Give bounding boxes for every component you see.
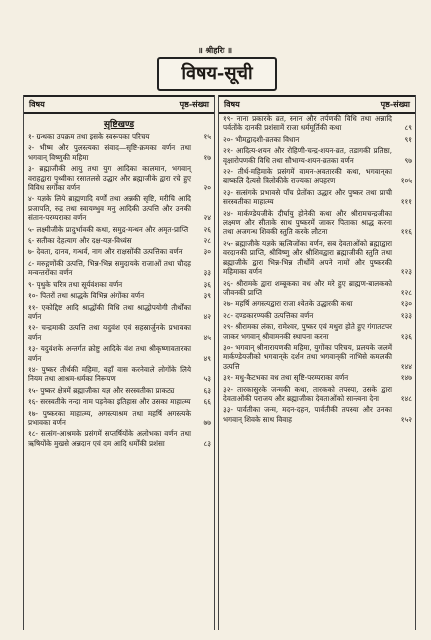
toc-entry-title: २५- ब्रह्माजीके यज्ञके ऋत्विजोंका वर्णन, सब देवताओंको ब्रह्माद्वारा वरदानकी प्राप्ति, श्रीविष्णु और श्रीशिवद्वारा ब्रह्माजीकी स्तुति तथा ब्रह्माजीके द्वारा भिन्न-भिन्न तीर्थोंमें अपने नामों और पुष्करकी महिमाका वर्णन xyxy=(223,238,392,277)
toc-entry xyxy=(24,386,214,395)
toc-entry-page: १११ xyxy=(400,197,412,207)
toc-entry xyxy=(24,344,214,363)
toc-entry-title: २७- महर्षि अगस्त्यद्वारा राजा श्वेतके उद्धारकी कथा xyxy=(223,299,353,309)
toc-entry-title: १०- पितरों तथा श्राद्धके विभिन्न अंगोंका वर्णन xyxy=(28,291,145,301)
toc-entry xyxy=(24,323,214,342)
toc-entry-title: ८- मरुद्गणोंकी उत्पत्ति, भिन्न-भिन्न समुदायके राजाओं तथा चौदह मन्वन्तरोंका वर्णन xyxy=(28,258,191,278)
toc-entry xyxy=(219,135,415,144)
toc-entry-page: ७७ xyxy=(203,417,211,427)
toc-entry xyxy=(24,429,214,448)
toc-entry-title: ९- पृथुके चरित्र तथा सूर्यवंशका वर्णन xyxy=(28,279,123,289)
toc-entry-page: १०५ xyxy=(400,176,412,186)
toc-entry xyxy=(219,114,415,133)
toc-entry-title: ११- एकोद्दिष्ट आदि श्राद्धोंकी विधि तथा श्राद्धोपयोगी तीर्थोंका वर्णन xyxy=(28,302,191,321)
toc-entry-page: १५२ xyxy=(400,414,412,424)
toc-entry xyxy=(219,188,415,207)
toc-entry xyxy=(24,132,214,141)
toc-entry-page: १४७ xyxy=(400,373,412,383)
toc-entry-page: ३६ xyxy=(203,279,211,289)
toc-entry-title: २९- श्रीरामका लंका, रामेश्वर, पुष्कर एवं मथुरा होते हुए गंगातटपर जाकर भगवान् श्रीवामनकी स्थापना करना xyxy=(223,322,392,341)
toc-entry-title: २१- आदित्य-शयन और रोहिणी-चन्द्र-शयन-व्रत, तडागकी प्रतिष्ठा, वृक्षारोपणकी विधि तथा सौभाग्य-शयन-व्रतका वर्णन xyxy=(223,146,392,165)
toc-entry-page: ८९ xyxy=(404,123,412,133)
toc-entry-title: ३१- मधु-कैटभका वध तथा सृष्टि-परम्पराका वर्णन xyxy=(223,373,349,383)
toc-entry-title: १५- पुष्कर क्षेत्रमें ब्रह्माजीका यज्ञ और सरस्वतीका प्राकट्य xyxy=(28,385,175,395)
toc-entry xyxy=(24,225,214,234)
toc-entry xyxy=(219,385,415,404)
toc-entry-title: ३०- भगवान् श्रीनारायणकी महिमा, युगोंका परिचय, प्रलयके जलमें मार्कण्डेयजीको भगवान्‌के दर्शन तथा भगवान्‌की नाभिसे कमलकी उत्पत्ति xyxy=(223,342,392,371)
toc-entry-page: ५३ xyxy=(203,374,211,384)
toc-entry-title: २६- श्रीरामके द्वारा शम्बूकका वध और मरे हुए ब्राह्मण-बालकको जीवनकी प्राप्ति xyxy=(223,278,392,297)
left-entry-list xyxy=(24,132,214,448)
toc-entry-title: २२- तीर्थ-महिमाके प्रसंगमें वामन-अवतारकी कथा, भगवान्‌का बाष्कलि दैत्यसे त्रिलोकीके राज्यका अपहरण xyxy=(223,167,392,186)
toc-entry xyxy=(24,397,214,406)
toc-entry-page: ३३ xyxy=(203,268,211,278)
toc-entry-page: १७ xyxy=(203,152,211,162)
toc-entry-page: २४ xyxy=(203,213,211,223)
toc-entry xyxy=(219,405,415,424)
toc-entry-page: १४४ xyxy=(400,361,412,371)
toc-entry xyxy=(219,167,415,186)
right-column xyxy=(218,95,416,630)
toc-entry-page: १२३ xyxy=(400,267,412,277)
toc-entry-page: ४२ xyxy=(203,311,211,321)
toc-entry xyxy=(24,164,214,192)
right-column-header xyxy=(219,95,415,114)
toc-entry xyxy=(24,291,214,300)
toc-entry xyxy=(24,194,214,222)
toc-entry-page: ४९ xyxy=(203,353,211,363)
toc-entry-title: १३- यदुवंशके अन्तर्गत क्रोष्टु आदिके वंश तथा श्रीकृष्णावतारका वर्णन xyxy=(28,344,191,363)
toc-entry-title: २४- मार्कण्डेयजीके दीर्घायु होनेकी कथा और श्रीरामचन्द्रजीका लक्ष्मण और सीताके साथ पुष्करमें जाकर पिताका श्राद्ध करना तथा अजगन्ध शिवकी स्तुति करके लौटना xyxy=(223,208,392,237)
toc-entry-page: १३६ xyxy=(400,331,412,341)
toc-entry xyxy=(219,311,415,320)
toc-entry-page: ८३ xyxy=(203,438,211,448)
toc-entry-page: १४८ xyxy=(400,393,412,403)
toc-entry-title: १७- पुष्करका माहात्म्य, अगस्त्याश्रम तथा महर्षि अगस्त्यके प्रभावका वर्णन xyxy=(28,408,191,427)
toc-entry xyxy=(24,280,214,289)
toc-entry xyxy=(219,343,415,371)
toc-entry-page: १२८ xyxy=(400,287,412,297)
toc-entry-title: ५- लक्ष्मीजीके प्रादुर्भावकी कथा, समुद्र-मन्थन और अमृत-प्राप्ति xyxy=(28,224,189,234)
top-invocation: ॥ श्रीहरिः ॥ xyxy=(197,45,233,55)
toc-entry xyxy=(219,279,415,298)
toc-entry-title: ६- सतीका देहत्याग और दक्ष-यज्ञ-विध्वंस xyxy=(28,236,132,246)
toc-entry xyxy=(219,146,415,165)
toc-entry-title: १८- सत्संग-आश्रमके प्रसंगमें सप्तर्षियोंके अलोभका वर्णन तथा ऋषियोंके मुखसे अन्नदान एवं दम आदि धर्मोंकी प्रशंसा xyxy=(28,429,191,448)
left-col-subject-label: विषय xyxy=(29,99,45,109)
toc-entry-page: ३० xyxy=(203,247,211,257)
toc-entry-title: ३३- पार्वतीका जन्म, मदन-दहन, पार्वतीकी तपस्या और उनका भगवान् शिवके साथ विवाह xyxy=(223,405,392,424)
toc-entry-title: १९- नाना प्रकारके व्रत, स्नान और तर्पणकी विधि तथा अन्नादि पर्वतोंके दानकी प्रशंसामें राजा धर्ममूर्तिकी कथा xyxy=(223,114,392,133)
left-column-header xyxy=(24,95,214,114)
toc-entry-title: १२- चन्द्रमाकी उत्पत्ति तथा यदुवंश एवं सहस्रार्जुनके प्रभावका वर्णन xyxy=(28,323,191,342)
toc-entry-page: ६३ xyxy=(203,385,211,395)
toc-entry xyxy=(219,209,415,237)
toc-entry-title: २८- दण्डकारण्यकी उत्पत्तिका वर्णन xyxy=(223,310,314,320)
toc-entry-page: ९७ xyxy=(404,155,412,165)
toc-entry xyxy=(24,409,214,428)
toc-entry-title: १- ग्रन्थका उपक्रम तथा इसके स्वरूपका परिचय xyxy=(28,132,150,141)
toc-entry-page: १३३ xyxy=(400,310,412,320)
toc-entry xyxy=(219,373,415,382)
right-col-subject-label: विषय xyxy=(224,99,240,109)
toc-entry-title: १४- पुष्कर तीर्थकी महिमा, वहाँ वास करनेवाले लोगोंके लिये नियम तथा आश्रम-धर्मका निरूपण xyxy=(28,364,191,384)
toc-entry xyxy=(24,365,214,384)
toc-entry-page: ११६ xyxy=(400,227,412,237)
toc-entry-title: २- भीष्म और पुलस्त्यका संवाद—सृष्टि-क्रमका वर्णन तथा भगवान् विष्णुकी महिमा xyxy=(28,143,191,162)
right-entry-list xyxy=(219,114,415,424)
toc-entry-title: २३- सत्संगके प्रभावसे पाँच प्रेतोंका उद्धार और पुष्कर तथा प्राची सरस्वतीका माहात्म्य xyxy=(223,187,392,207)
toc-entry-page: ४५ xyxy=(203,332,211,342)
toc-entry-title: १६- सरस्वतीके नन्दा नाम पड़नेका इतिहास और उसका माहात्म्य xyxy=(28,397,191,407)
toc-entry-page: २८ xyxy=(203,236,211,246)
toc-entry-page: २६ xyxy=(203,224,211,234)
toc-entry-page: ६६ xyxy=(203,397,211,407)
toc-entry-title: ७- देवता, दानव, गन्धर्व, नाग और राक्षसोंकी उत्पत्तिका वर्णन xyxy=(28,247,183,257)
toc-entry-title: ३- ब्रह्माजीकी आयु तथा युग आदिका कालमान, भगवान् वराहद्वारा पृथ्वीका रसातलसे उद्धार और ब्रह्माजीके द्वारा रचे हुए विविध सर्गोंका वर्णन xyxy=(28,164,191,193)
toc-entry xyxy=(24,247,214,256)
toc-entry-title: ३२- तारकासुरके जन्मकी कथा, तारकको तपस्या, उसके द्वारा देवताओंकी पराजय और ब्रह्माजीका देवताओंको सान्त्वना देना xyxy=(223,384,392,403)
toc-entry-page: ९१ xyxy=(404,134,412,144)
toc-entry-page: ३९ xyxy=(203,291,211,301)
toc-entry-title: ४- यज्ञके लिये ब्राह्मणादि वर्णों तथा अन्नकी सृष्टि, मरीचि आदि प्रजापति, रुद्र तथा स्वायम्भुव मनु आदिकी उत्पत्ति और उनकी संतान-परम्पराका वर्णन xyxy=(28,194,191,223)
toc-entry xyxy=(219,322,415,341)
toc-entry-page: १५ xyxy=(203,132,211,141)
toc-entry xyxy=(24,303,214,322)
right-col-page-label: पृष्ठ-संख्या xyxy=(380,99,410,109)
page-title: विषय-सूची xyxy=(157,57,277,91)
toc-entry-page: २० xyxy=(203,183,211,193)
toc-entry xyxy=(24,259,214,278)
toc-entry xyxy=(24,143,214,162)
toc-entry-page: १३० xyxy=(400,299,412,309)
toc-entry xyxy=(219,239,415,277)
toc-entry xyxy=(24,236,214,245)
left-col-page-label: पृष्ठ-संख्या xyxy=(179,99,209,109)
toc-entry xyxy=(219,299,415,308)
section-heading: सृष्टिखण्ड xyxy=(103,120,135,130)
left-column xyxy=(23,95,215,630)
toc-entry-title: २०- भीमद्वादशी-व्रतका विधान xyxy=(223,134,300,144)
